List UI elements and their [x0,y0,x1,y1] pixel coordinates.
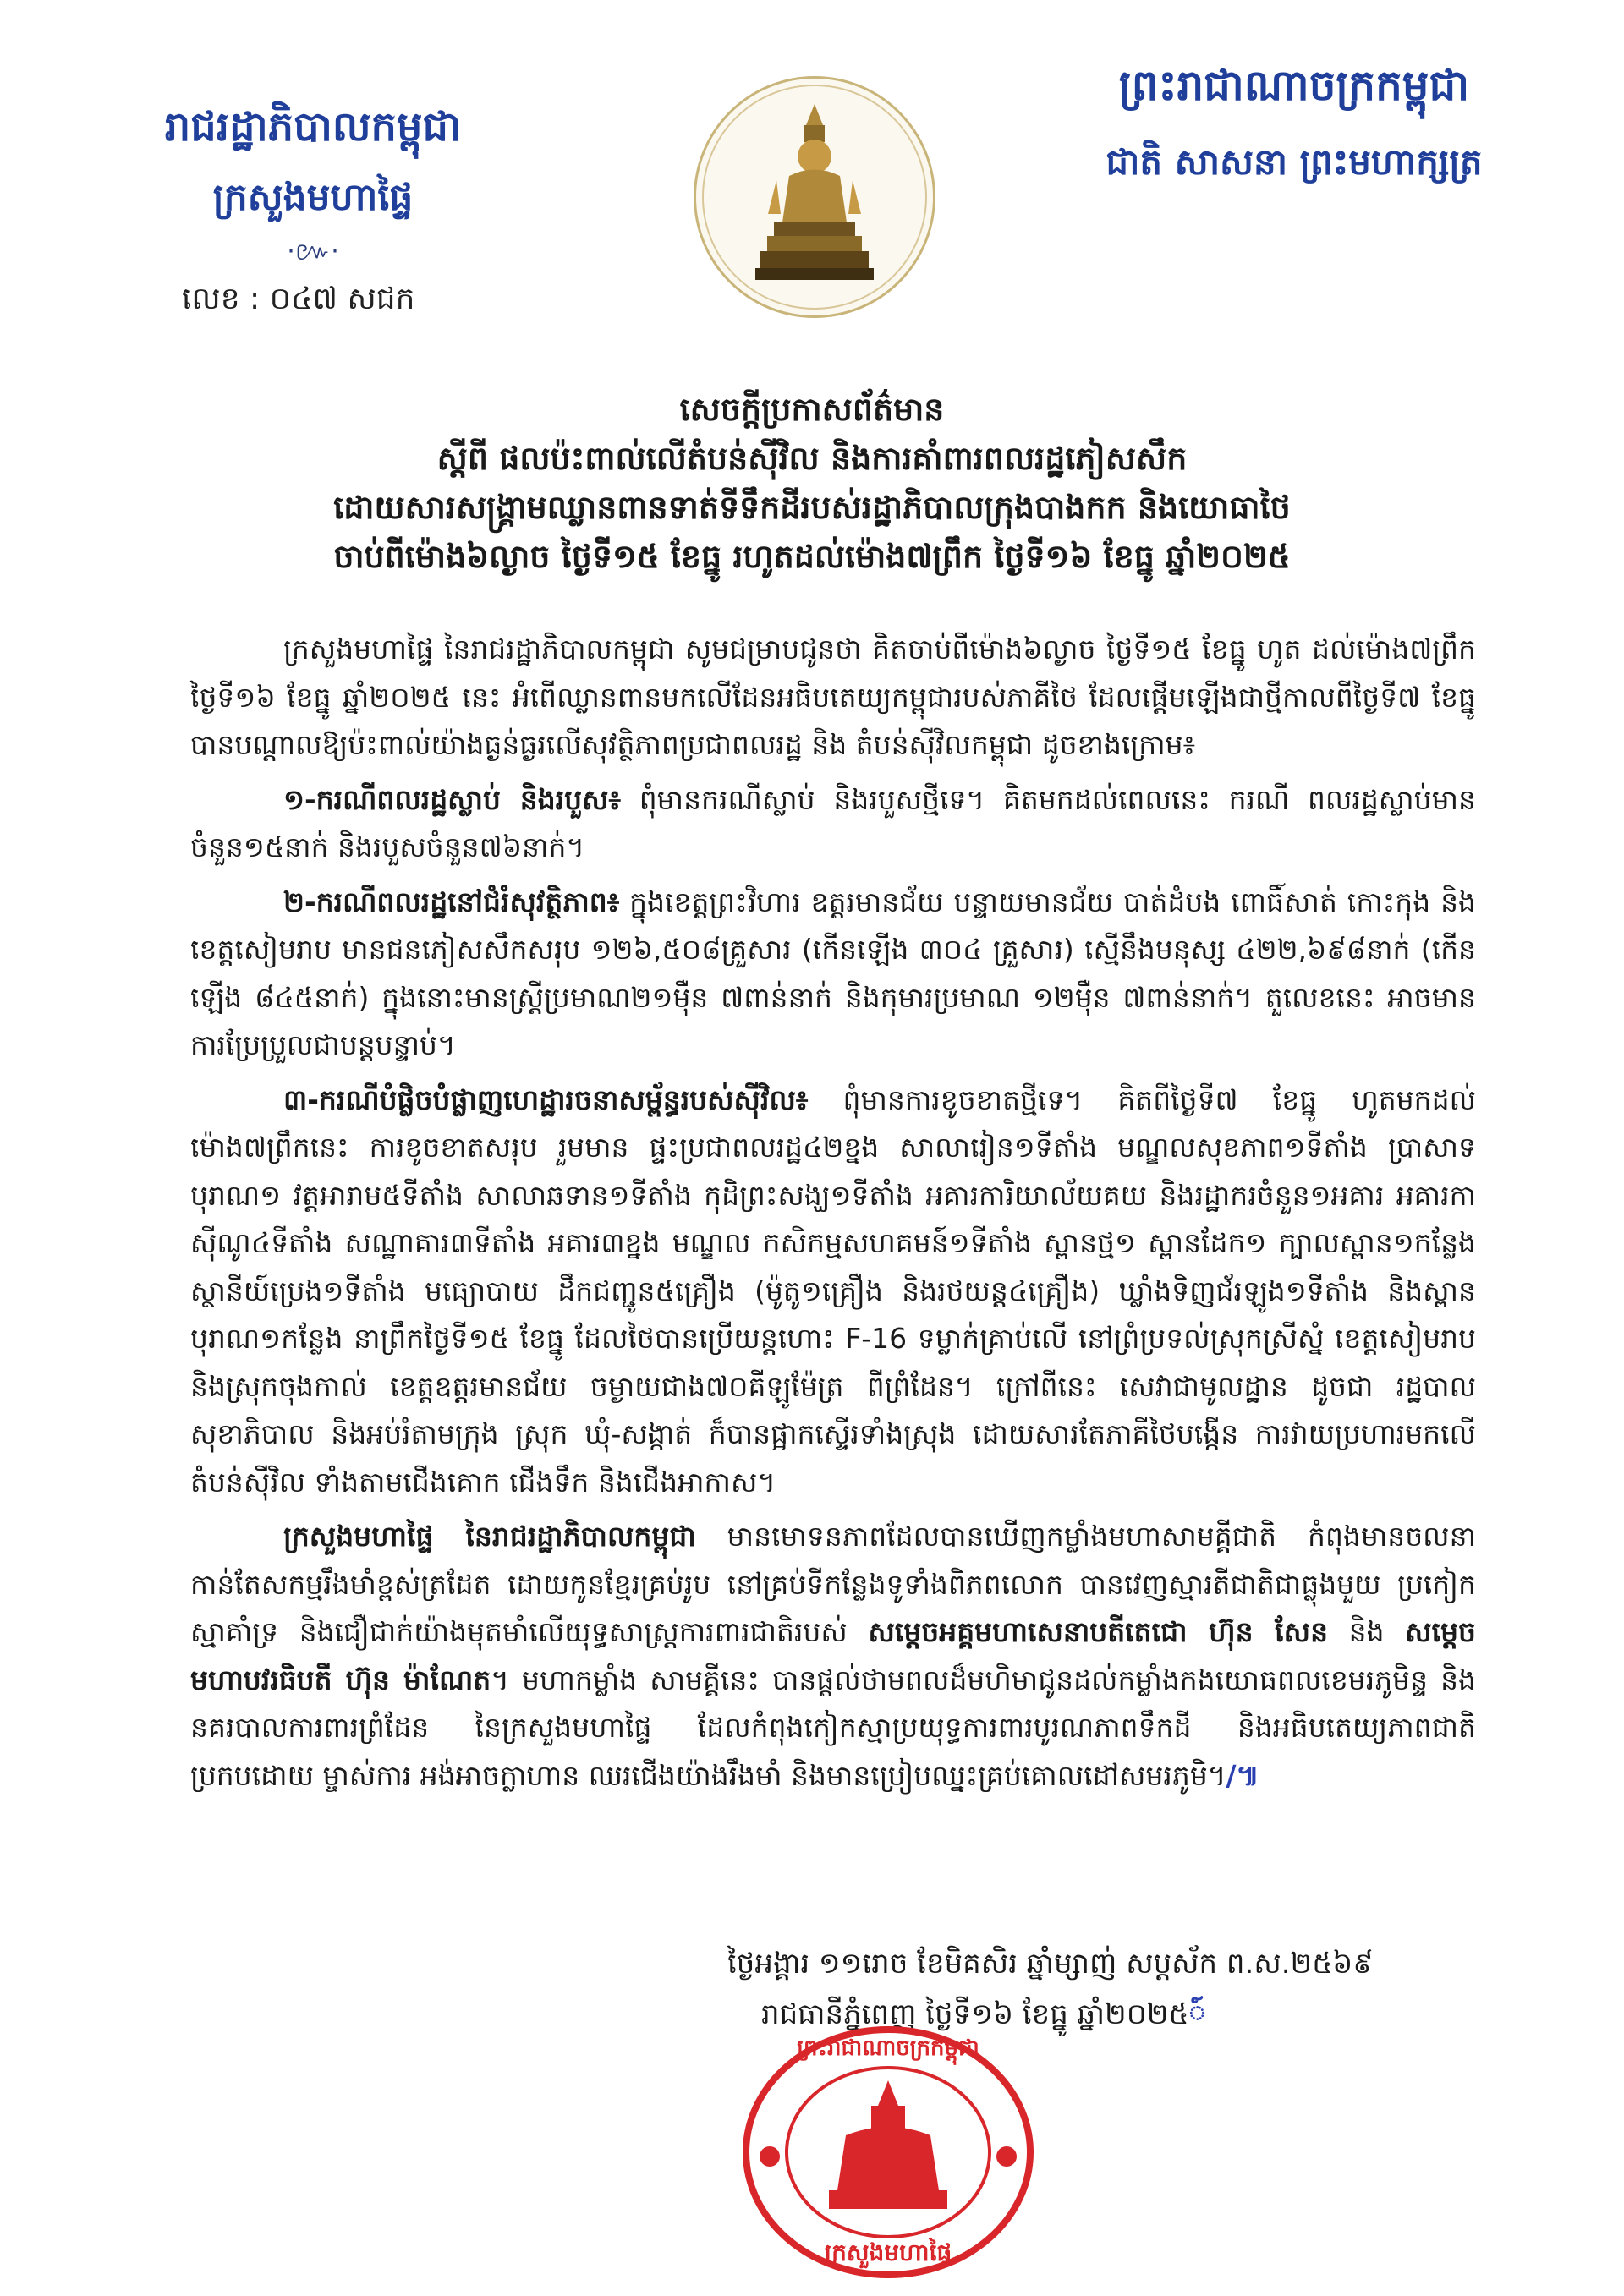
intro-paragraph [190,626,1476,770]
item-1-text: ពុំមានករណីស្លាប់ និងរបួសថ្មីទេ។ គិតមកដល់ពេលនេះ ករណី ពលរដ្ឋស្លាប់មានចំនួន១៥នាក់ និងរបួសចំនួន៧៦នាក់។ [190,782,1477,863]
item-2-text: ក្នុងខេត្តព្រះវិហារ ឧត្តរមានជ័យ បន្ទាយមានជ័យ បាត់ដំបង ពោធិ៍សាត់ កោះកុង និងខេត្តសៀមរាប មានជនភៀសសឹកសរុប ១២៦,៥០៨គ្រួសារ (កើនឡើង ៣០៤ គ្រួសារ) ស្មើនឹងមនុស្ស ៤២២,៦៩៨នាក់ (កើនឡើង ៨៤៥នាក់) ក្នុងនោះមានស្ត្រីប្រមាណ២១ម៉ឺន ៧ពាន់នាក់ និងកុមារប្រមាណ ១២ម៉ឺន ៧ពាន់នាក់។ តួលេខនេះ អាចមានការប្រែប្រួលជាបន្តបន្ទាប់។ [190,885,1476,1061]
item-3-text: ពុំមានការខូចខាតថ្មីទេ។ គិតពីថ្ងៃទី៧ ខែធ្នូ ហូតមកដល់ម៉ោង៧ព្រឹកនេះ ការខូចខាតសរុប រួមមាន ផ្ទះប្រជាពលរដ្ឋ៤២ខ្នង សាលារៀន១ទីតាំង មណ្ឌលសុខភាព១ទីតាំង ប្រាសាទបុរាណ១ វត្តអារាម៥ទីតាំង សាលាឆទាន១ទីតាំង កុដិព្រះសង្ឃ១ទីតាំង អគារការិយាល័យគយ និងរដ្ឋាករចំនួន១អគារ អគារកាស៊ីណូ៤ទីតាំង សណ្ឋាគារ៣ទីតាំង អគារ៣ខ្នង មណ្ឌល កសិកម្មសហគមន៍១ទីតាំង ស្ពានថ្ម១ ស្ពានដែក១ ក្បាលស្ពាន១កន្លែង ស្ថានីយ៍ប្រេង១ទីតាំង មធ្យោបាយ ដឹកជញ្ជូន៥គ្រឿង (ម៉ូតូ១គ្រឿង និងរថយន្ត៤គ្រឿង) ឃ្លាំងទិញជ័រឡូង១ទីតាំង និងស្ពានបុរាណ១កន្លែង នាព្រឹកថ្ងៃទី១៥ ខែធ្នូ ដែលថៃបានប្រើយន្តហោះ F-16 ទម្លាក់គ្រាប់លើ នៅព្រំប្រទល់ស្រុកស្រីស្នំ ខេត្តសៀមរាប និងស្រុកចុងកាល់ ខេត្តឧត្តរមានជ័យ ចម្ងាយជាង៧០គីឡូម៉ែត្រ ពីព្រំដែន។ ក្រៅពីនេះ សេវាជាមូលដ្ឋាន ដូចជា រដ្ឋបាល សុខាភិបាល និងអប់រំតាមក្រុង ស្រុក ឃុំ-សង្កាត់ ក៏បានផ្អាកស្ទើរទាំងស្រុង ដោយសារតែភាគីថៃបង្កើន ការវាយប្រហារមកលើតំបន់ស៊ីវិល ទាំងតាមជើងគោក ជើងទឹក និងជើងអាកាស។ [190,1082,1476,1499]
closing-and: និង [1328,1615,1406,1648]
lunar-date: ថ្ងៃអង្គារ ១១រោច ខែមិគសិរ ឆ្នាំម្សាញ់ សប្តស័ក ព.ស.២៥៦៩ [727,1947,1374,1981]
intro-text: ក្រសួងមហាផ្ទៃ នៃរាជរដ្ឋាភិបាលកម្ពុជា សូមជម្រាបជូនថា គិតចាប់ពីម៉ោង៦ល្ងាច ថ្ងៃទី១៥ ខែធ្នូ ហូត ដល់ម៉ោង៧ព្រឹក ថ្ងៃទី១៦ ខែធ្នូ ឆ្នាំ២០២៥ នេះ អំពើឈ្លានពានមកលើដែនអធិបតេយ្យកម្ពុជារបស់ភាគីថៃ ដែលផ្តើមឡើងជាថ្មីកាលពីថ្ងៃទី៧ ខែធ្នូ បានបណ្តាលឱ្យប៉ះពាល់យ៉ាងធ្ងន់ធ្ងរលើសុវត្ថិភាពប្រជាពលរដ្ឋ និង តំបន់ស៊ីវិលកម្ពុជា ដូចខាងក្រោម៖ [190,633,1476,761]
seal-top-text: ព្រះរាជាណាចក្រកម្ពុជា [797,2036,979,2061]
header-left [135,101,491,324]
kingdom-name: ព្រះរាជាណាចក្រកម្ពុជា [1118,61,1470,110]
government-name: រាជរដ្ឋាភិបាលកម្ពុជា [164,103,462,151]
header-right [1057,59,1531,192]
closing-paragraph [190,1513,1476,1800]
ministry-name: ក្រសួងមហាផ្ទៃ [212,176,414,219]
closing-text-2: ។ មហាកម្លាំង សាមគ្គីនេះ បានផ្តល់ថាមពលដ៏មហិមាជូនដល់កម្លាំងកងយោធពលខេមរភូមិន្ទ និងនគរបាលការពារព្រំដែន នៃក្រសួងមហាផ្ទៃ ដែលកំពុងកៀកស្មាប្រយុទ្ធការពារបូរណភាពទឹកដី និងអធិបតេយ្យភាពជាតិ ប្រកបដោយ ម្ចាស់ការ អង់អាចក្លាហាន ឈរជើងយ៉ាងរឹងមាំ និងមានប្រៀបឈ្នះគ្រប់គោលដៅសមរភូមិ។ [190,1663,1476,1792]
leader-1-name: សម្តេចអគ្គមហាសេនាបតីតេជោ ហ៊ុន សែន [868,1615,1329,1648]
item-2-heading: ២-ករណីពលរដ្ឋនៅជំរំសុវត្ថិភាព៖ [283,885,620,918]
ministry-seal [736,2008,1040,2279]
item-1-heading: ១-ករណីពលរដ្ឋស្លាប់ និងរបួស៖ [283,782,621,816]
item-1-paragraph [190,776,1476,872]
title-line-2: ស្តីពី ផលប៉ះពាល់លើតំបន់ស៊ីវិល និងការគាំពារពលរដ្ឋភៀសសឹក [436,440,1188,477]
header-ornament: ·៚· [287,237,339,266]
solar-date-text: រាជធានីភ្នំពេញ ថ្ងៃទី១៦ ខែធ្នូ ឆ្នាំ២០២៥ [761,1997,1189,2031]
reference-number: លេខ : ០៤៧ សជក [182,282,415,316]
document-body [190,626,1476,1806]
royal-emblem-icon [694,76,935,318]
national-motto: ជាតិ សាសនា ព្រះមហាក្សត្រ [1106,141,1483,183]
item-2-paragraph [190,879,1476,1070]
closing-mark: /៕ [1226,1758,1259,1792]
seal-bottom-text: ក្រសួងមហាផ្ទៃ [824,2238,952,2266]
leader-2-name: សម្តេចមហាបវរធិបតី ហ៊ុន ម៉ាណែត [190,1615,1476,1696]
closing-text-1: មានមោទនភាពដែលបានឃើញកម្លាំងមហាសាមគ្គីជាតិ កំពុងមានចលនាកាន់តែសកម្មរឹងមាំខ្ពស់ត្រដែត ដោយកូនខ្មែរគ្រប់រូប នៅគ្រប់ទីកន្លែងទូទាំងពិភពលោក បានវេញស្មារតីជាតិជាធ្លុងមួយ ប្រកៀកស្មាគាំទ្រ និងជឿជាក់យ៉ាងមុតមាំលើយុទ្ធសាស្ត្រការពារជាតិរបស់ [190,1520,1477,1648]
title-line-3: ដោយសារសង្គ្រាមឈ្លានពានទាត់ទីទឹកដីរបស់រដ្ឋាភិបាលក្រុងបាងកក និងយោធាថៃ [333,489,1291,526]
document-title [127,385,1497,581]
item-3-heading: ៣-ករណីបំផ្លិចបំផ្លាញហេដ្ឋារចនាសម្ព័ន្ធរបស់ស៊ីវិល៖ [283,1082,809,1116]
title-line-4: ចាប់ពីម៉ោង៦ល្ងាច ថ្ងៃទី១៥ ខែធ្នូ រហូតដល់ម៉ោង៧ព្រឹក ថ្ងៃទី១៦ ខែធ្នូ ឆ្នាំ២០២៥ [333,538,1291,575]
item-3-paragraph [190,1077,1476,1507]
title-line-1: សេចក្តីប្រកាសព័ត៌មាន [679,391,945,428]
date-initial-mark: ៍ [1188,1997,1206,2031]
closing-heading: ក្រសួងមហាផ្ទៃ នៃរាជរដ្ឋាភិបាលកម្ពុជា [283,1520,696,1553]
